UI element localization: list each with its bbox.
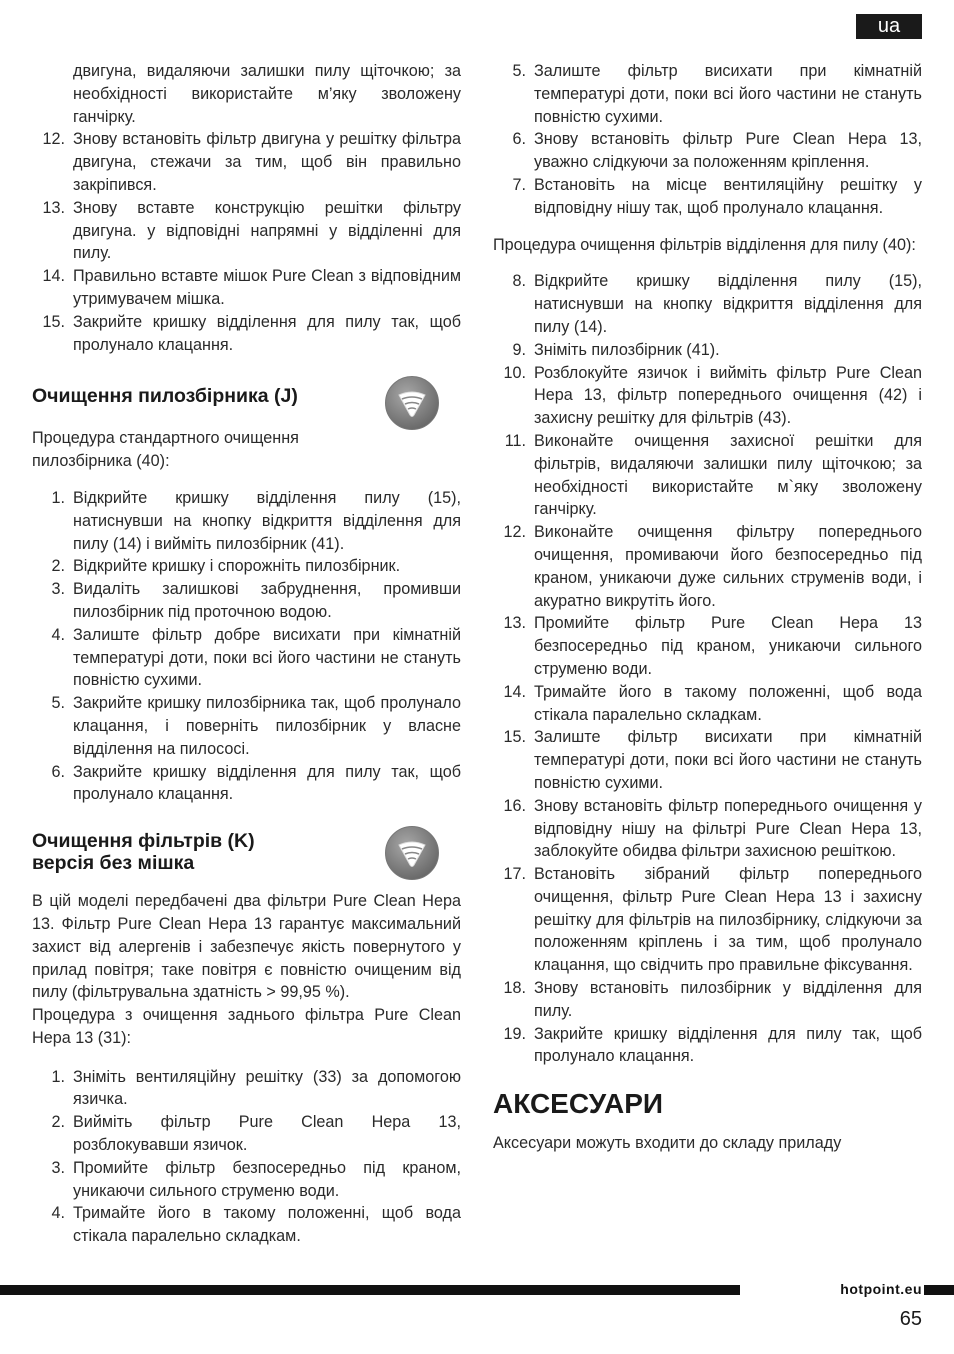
procedure-intro: Процедура очищення фільтрів відділення для пилу (40): xyxy=(493,235,916,254)
list-item-text: Знову встановіть пилозбірник у відділення для пилу. xyxy=(534,979,922,1020)
footer-rule xyxy=(0,1285,740,1295)
list-item-number: 5. xyxy=(512,62,526,80)
list-item xyxy=(493,681,922,727)
list-item xyxy=(493,339,922,362)
list-item xyxy=(32,128,461,196)
section-k-subtitle: версія без мішка xyxy=(32,852,195,875)
list-item xyxy=(493,430,922,521)
list-item-text: Видаліть залишкові забруднення, промивши пилозбірник під проточною водою. xyxy=(73,580,461,621)
list-item-text: Встановіть зібраний фільтр попереднього очищення, фільтр Pure Clean Hepa 13 і захисну решітку для фільтрів на пилозбірнику, слідкуючи за положенням кріплень і за тим, щоб пролунало клацання, що свідчить про правильне фіксування. xyxy=(534,865,922,975)
list-item-text: Закрийте кришку відділення для пилу так, щоб пролунало клацання. xyxy=(534,1024,922,1066)
list-item-number: 6. xyxy=(51,762,65,781)
list-item xyxy=(32,197,461,265)
cyclone-dust-container-icon xyxy=(385,376,439,430)
list-item-number: 2. xyxy=(51,1113,65,1132)
page-number: 65 xyxy=(899,1308,922,1330)
intro-list xyxy=(32,128,461,356)
list-item-number: 19. xyxy=(503,1024,526,1043)
list-item-number: 2. xyxy=(51,557,65,576)
accessories-heading: АКСЕСУАРИ xyxy=(493,1088,664,1120)
list-item-number: 12. xyxy=(503,523,526,542)
accessories-text: Аксесуари можуть входити до складу приладу xyxy=(493,1134,842,1153)
list-item-number: 16. xyxy=(503,796,526,815)
list-item-number: 5. xyxy=(51,694,65,713)
list-item xyxy=(493,362,922,430)
list-item-number: 3. xyxy=(51,1158,65,1177)
list-item xyxy=(32,1066,461,1112)
section-k-list xyxy=(32,1066,461,1248)
list-item-text: Залиште фільтр висихати при кімнатній температурі доти, поки всі його частини не стануть повністю сухими. xyxy=(534,728,922,792)
list-item-text: Відкрийте кришку відділення пилу (15), натиснувши на кнопку відкриття відділення для пилу (14) і вийміть пилозбірник (41). xyxy=(73,488,461,553)
list-item-number: 8. xyxy=(512,272,526,291)
list-item-text: Знову встановіть фільтр Pure Clean Hepa 13, уважно слідкуючи за положенням кріплення. xyxy=(534,130,922,172)
list-item-number: 6. xyxy=(512,130,526,149)
list-item xyxy=(493,1023,922,1069)
list-item-text: Закрийте кришку відділення для пилу так, щоб пролунало клацання. xyxy=(73,312,461,354)
list-item xyxy=(32,311,461,357)
list-item-number: 14. xyxy=(503,682,526,701)
section-k-header xyxy=(32,830,461,874)
list-item-number: 1. xyxy=(51,1067,65,1086)
list-item-text: Зніміть пилозбірник (41). xyxy=(534,340,720,359)
list-item xyxy=(32,578,461,624)
list-item-number: 11. xyxy=(504,431,526,450)
list-item-text: Зніміть вентиляційну решітку (33) за допомогою язичка. xyxy=(73,1067,461,1109)
list-item-text: Промийте фільтр безпосередньо під краном, уникаючи сильного струменю води. xyxy=(73,1158,461,1200)
list-item-text: Знову вставте конструкцію решітки фільтру двигуна. у відповідні напрямні у відділенні для пилу. xyxy=(73,198,461,263)
list-item-number: 18. xyxy=(503,979,526,998)
right-column xyxy=(493,60,922,1155)
list-item-text: Тримайте його в такому положенні, щоб вода стікала паралельно складкам. xyxy=(73,1204,461,1246)
list-item-text: Виконайте очищення захисної решітки для фільтрів, видаляючи залишки пилу щіточкою; за необхідності використайте м`яку зволожену ганчірку. xyxy=(534,431,922,519)
list-item-number: 1. xyxy=(51,488,65,507)
section-k-title-main: Очищення фільтрів (K) xyxy=(32,830,255,853)
list-item-number: 4. xyxy=(51,625,65,644)
list-item xyxy=(32,487,461,555)
section-j-intro: Процедура стандартного очищення пилозбірника (40): xyxy=(32,429,299,471)
list-item-text: Закрийте кришку пилозбірника так, щоб пролунало клацання, і поверніть пилозбірник у власне відділення на пилососі. xyxy=(73,694,461,758)
list-item-number: 4. xyxy=(51,1204,65,1223)
cyclone-filter-icon xyxy=(385,826,439,880)
list-item xyxy=(493,270,922,338)
list-item-text: Знову встановіть фільтр попереднього очищення у відповідну нішу на фільтрі Pure Clean Hepa 13, заблокуйте обидва фільтри захисною решіткою. xyxy=(534,796,922,861)
list-item-text: Виконайте очищення фільтру попереднього очищення, промиваючи його безпосередньо під краном, уникаючи дуже сильних струменів води, і акуратно викрутіть його. xyxy=(534,523,922,610)
list-item-text: Відкрийте кришку і спорожніть пилозбірник. xyxy=(73,557,401,576)
list-item-text: Відкрийте кришку відділення пилу (15), натиснувши на кнопку відкриття відділення для пилу (14). xyxy=(534,272,922,336)
list-item-text: Закрийте кришку відділення для пилу так, щоб пролунало клацання. xyxy=(73,762,461,804)
list-item xyxy=(493,726,922,794)
list-item xyxy=(493,977,922,1023)
continued-paragraph: двигуна, видаляючи залишки пилу щіточкою; за необхідності використайте м’яку зволожену ганчірку. xyxy=(73,62,461,126)
list-item xyxy=(493,521,922,612)
list-item-text: Розблокуйте язичок і вийміть фільтр Pure Clean Hepa 13, фільтр попереднього очищення (42) і захисну решітку для фільтрів (43). xyxy=(534,363,922,428)
list-item xyxy=(32,1202,461,1248)
list-item-text: Знову встановіть фільтр двигуна у решітку фільтра двигуна, стежачи за тим, щоб він правильно закріпився. xyxy=(73,130,461,194)
list-item-number: 10. xyxy=(503,363,526,382)
list-item xyxy=(32,761,461,807)
list-item-text: Правильно вставте мішок Pure Clean з відповідним утримувачем мішка. xyxy=(73,267,461,308)
list-item-number: 13. xyxy=(42,198,65,217)
list-item-text: Промийте фільтр Pure Clean Hepa 13 безпосередньо під краном, уникаючи сильного струменю води. xyxy=(534,614,922,678)
language-badge: ua xyxy=(856,14,922,39)
section-j-header xyxy=(32,380,461,407)
list-item xyxy=(493,128,922,174)
list-item xyxy=(493,174,922,220)
rear-filter-steps-list xyxy=(493,60,922,220)
left-column xyxy=(32,60,461,1248)
footer-brand: hotpoint.eu xyxy=(840,1281,922,1297)
section-j-list xyxy=(32,487,461,806)
list-item xyxy=(493,60,922,128)
list-item-text: Тримайте його в такому положенні, щоб вода стікала паралельно складкам. xyxy=(534,682,922,724)
list-item xyxy=(493,863,922,977)
list-item xyxy=(32,692,461,760)
list-item xyxy=(493,795,922,863)
list-item xyxy=(32,265,461,311)
section-j-title: Очищення пилозбірника (J) xyxy=(32,385,298,408)
list-item-number: 14. xyxy=(42,267,65,286)
list-item xyxy=(32,555,461,578)
list-item-text: Залиште фільтр висихати при кімнатній температурі доти, поки всі його частини не стануть повністю сухими. xyxy=(534,62,922,126)
list-item-text: Вийміть фільтр Pure Clean Hepa 13, розблокувавши язичок. xyxy=(73,1113,461,1155)
list-item-number: 3. xyxy=(51,580,65,599)
list-item xyxy=(32,1111,461,1157)
list-item xyxy=(32,1157,461,1203)
list-item-text: Залиште фільтр добре висихати при кімнатній температурі доти, поки всі його частини не стануть повністю сухими. xyxy=(73,625,461,690)
dust-compartment-filter-steps-list xyxy=(493,270,922,1068)
list-item-number: 15. xyxy=(503,728,526,747)
list-item-number: 12. xyxy=(42,130,65,149)
list-item-text: Встановіть на місце вентиляційну решітку у відповідну нішу так, щоб пролунало клацання. xyxy=(534,175,922,217)
list-item xyxy=(493,612,922,680)
footer-rule-end xyxy=(924,1285,954,1295)
list-item-number: 9. xyxy=(512,340,526,359)
list-item-number: 15. xyxy=(42,312,65,331)
section-k-paragraph-2: Процедура з очищення заднього фільтра Pure Clean Hepa 13 (31): xyxy=(32,1006,461,1047)
list-item xyxy=(32,624,461,692)
list-item-number: 13. xyxy=(503,614,526,633)
list-item-number: 17. xyxy=(503,865,526,884)
section-k-paragraph-1: В цій моделі передбачені два фільтри Pure Clean Hepa 13. Фільтр Pure Clean Hepa 13 гарантує максимальний захист від алергенів і забезпечує якість повернутого у прилад повітря; таке повітря є повністю очищеним від пилу (фільтрувальна здатність > 99,95 %). xyxy=(32,892,461,1002)
list-item-number: 7. xyxy=(512,175,526,194)
